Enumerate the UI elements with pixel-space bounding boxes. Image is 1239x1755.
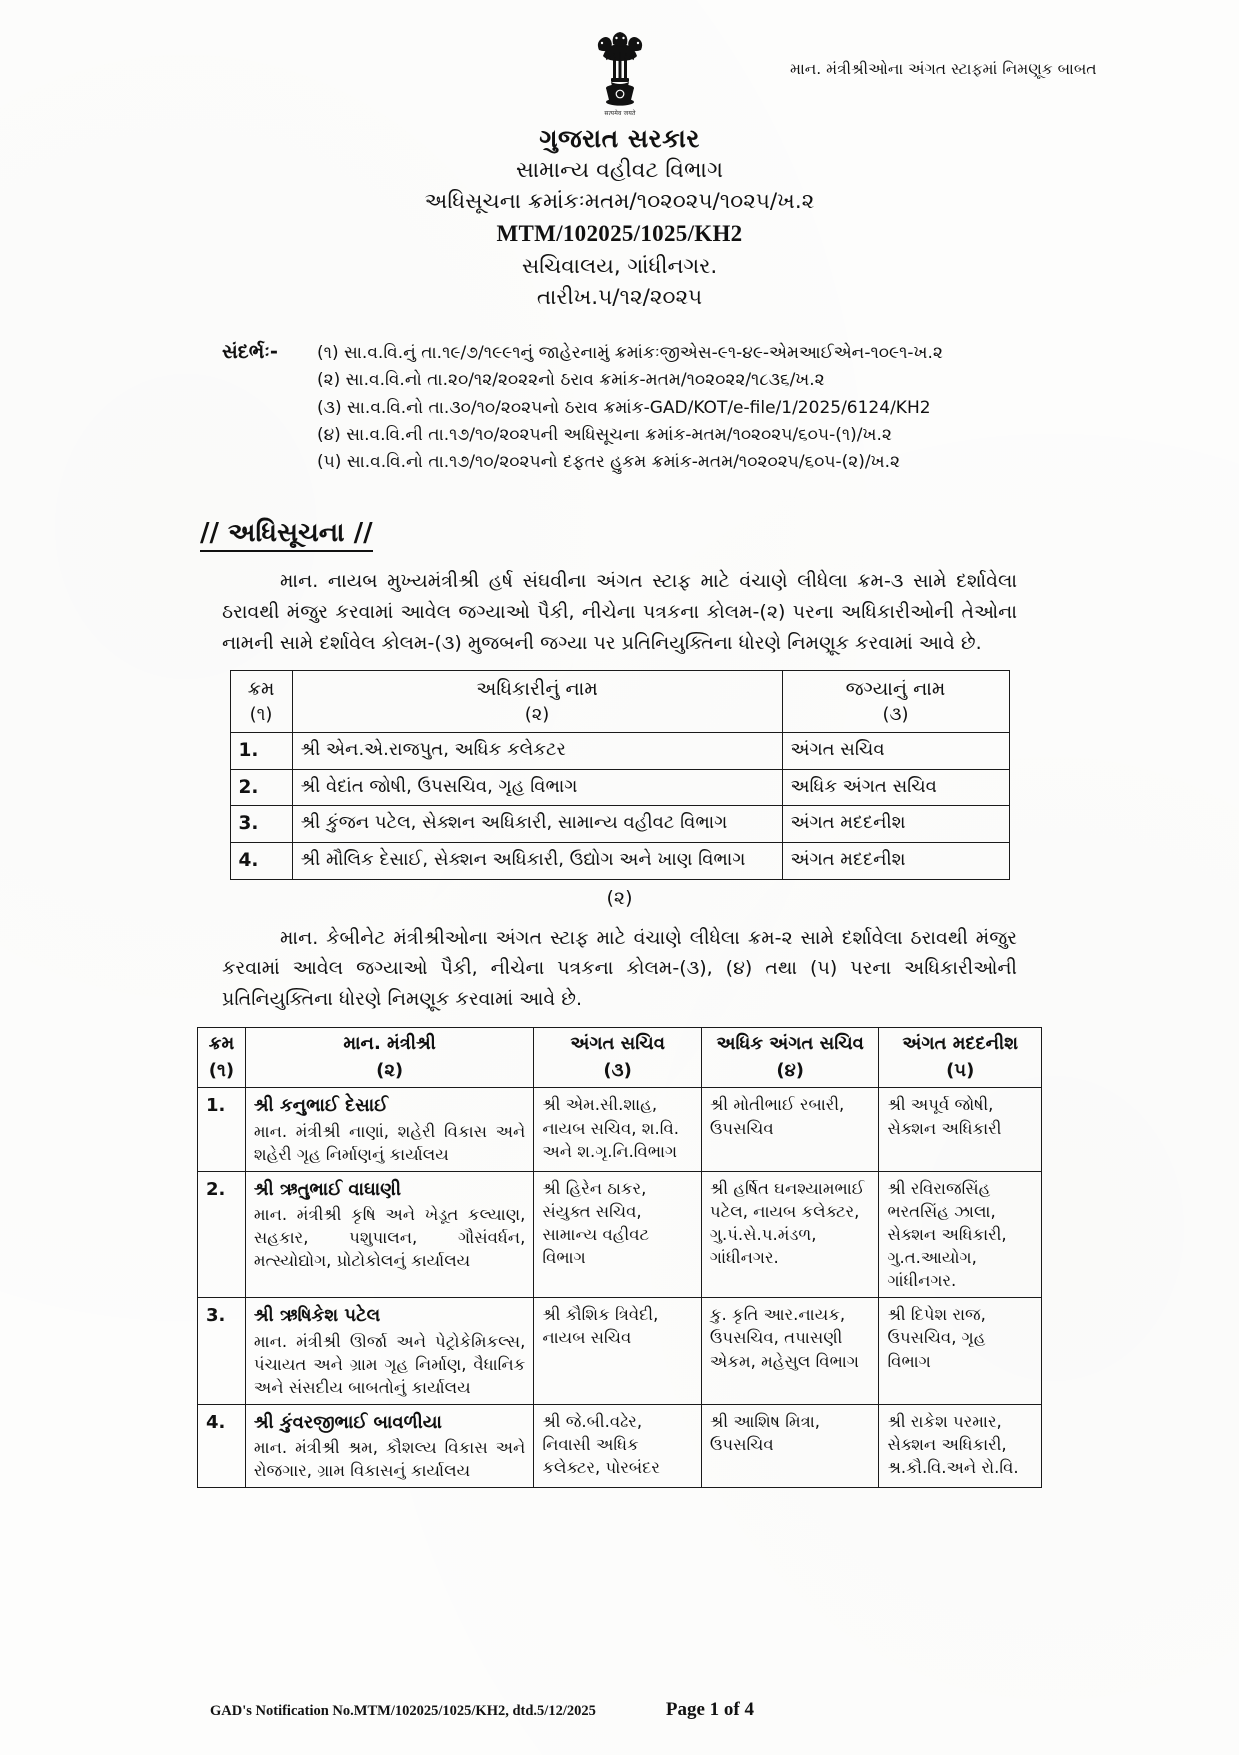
row-officer: શ્રી કુંજન પટેલ, સેક્શન અધિકારી, સામાન્ય વહીવટ વિભાગ (292, 806, 782, 843)
row-serial: 3. (230, 806, 292, 843)
row-additional-personal-secretary: કુ. કૃતિ આર.નાયક, ઉપસચિવ, તપાસણી એકમ, મહેસુલ વિભાગ (701, 1298, 879, 1404)
header-minister (245, 1027, 533, 1088)
row-post: અંગત મદદનીશ (782, 843, 1009, 880)
table-row (198, 1404, 1042, 1487)
reference-item: (૫) સા.વ.વિ.નો તા.૧૭/૧૦/૨૦૨૫નો દફતર હુકમ ક્રમાંક-મતમ/૧૦૨૦૨૫/૬૦૫-(૨)/ખ.૨ (317, 451, 900, 472)
minister-office: માન. મંત્રીશ્રી કૃષિ અને ખેડૂત કલ્યાણ, સહકાર, પશુપાલન, ગૌસંવર્ધન, મત્સ્યોદ્યોગ, પ્રોટોકોલનું કાર્યાલય (253, 1205, 526, 1271)
row-personal-secretary: શ્રી જે.બી.વઢેર, નિવાસી અધિક કલેક્ટર, પોરબંદર (534, 1404, 702, 1487)
paragraph-one: માન. નાયબ મુખ્યમંત્રીશ્રી હર્ષ સંઘવીના અંગત સ્ટાફ માટે વંચાણે લીધેલા ક્રમ-૩ સામે દર્શાવેલા ઠરાવથી મંજુર કરવામાં આવેલ જગ્યાઓ પૈકી, નીચેના પત્રકના કોલમ-(૨) પરના અધિકારીઓની તેઓના નામની સામે દર્શાવેલ કોલમ-(૩) મુજબની જગ્યા પર પ્રતિનિયુક્તિના ધોરણે નિમણૂક કરવામાં આવે છે. (222, 570, 1017, 654)
minister-office: માન. મંત્રીશ્રી નાણાં, શહેરી વિકાસ અને શહેરી ગૃહ નિર્માણનું કાર્યાલય (253, 1121, 526, 1164)
row-serial: 4. (198, 1404, 246, 1487)
row-post: અંગત મદદનીશ (782, 806, 1009, 843)
header-subject-note: માન. મંત્રીશ્રીઓના અંગત સ્ટાફમાં નિમણૂક બાબત (790, 60, 1097, 78)
reference-item: (૧) સા.વ.વિ.નું તા.૧૯/૭/૧૯૯૧નું જાહેરનામું ક્રમાંકઃજીએસ-૯૧-૪૯-એમઆઈએન-૧૦૯૧-ખ.૨ (317, 343, 943, 364)
section-two-marker: (૨) (606, 886, 633, 909)
row-officer: શ્રી એન.એ.રાજપુત, અધિક કલેકટર (292, 733, 782, 770)
row-officer: શ્રી વેદાંત જોષી, ઉપસચિવ, ગૃહ વિભાગ (292, 769, 782, 806)
government-name: ગુજરાત સરકાર (539, 124, 700, 153)
row-personal-secretary: શ્રી કૌશિક ત્રિવેદી, નાયબ સચિવ (534, 1298, 702, 1404)
minister-name: શ્રી કનુભાઈ દેસાઈ (253, 1095, 389, 1117)
issue-date: તારીખ.૫/૧૨/૨૦૨૫ (536, 284, 703, 310)
header-serial (198, 1027, 246, 1088)
header-aps-label: અધિક અંગત સચિવ (716, 1032, 864, 1054)
row-personal-assistant: શ્રી દિપેશ રાજ, ઉપસચિવ, ગૃહ વિભાગ (879, 1298, 1042, 1404)
deputy-cm-staff-table (230, 670, 1010, 879)
row-minister (245, 1298, 533, 1404)
cabinet-ministers-staff-table (197, 1027, 1042, 1488)
table-row (230, 733, 1009, 770)
table-row (230, 769, 1009, 806)
title-block (0, 122, 1239, 314)
table-row (230, 806, 1009, 843)
references-list (317, 340, 1239, 476)
header-aps-num: (૪) (776, 1059, 804, 1081)
row-officer: શ્રી મૌલિક દેસાઈ, સેક્શન અધિકારી, ઉદ્યોગ અને ખાણ વિભાગ (292, 843, 782, 880)
page-footer (0, 1699, 1239, 1721)
row-additional-personal-secretary: શ્રી હર્ષિત ઘનશ્યામભાઈ પટેલ, નાયબ કલેક્ટર, ગુ.પં.સે.પ.મંડળ, ગાંધીનગર. (701, 1171, 879, 1297)
page-header (0, 0, 1239, 118)
emblem-motto: सत्यमेव जयते (604, 110, 636, 117)
header-serial-num: (૧) (208, 1059, 235, 1081)
row-post: અધિક અંગત સચિવ (782, 769, 1009, 806)
row-personal-secretary: શ્રી એમ.સી.શાહ, નાયબ સચિવ, શ.વિ. અને શ.ગૃ.નિ.વિભાગ (534, 1088, 702, 1171)
header-officer-label: અધિકારીનું નામ (476, 678, 598, 701)
row-personal-assistant: શ્રી અપૂર્વ જોષી, સેક્શન અધિકારી (879, 1088, 1042, 1171)
header-additional-personal-secretary (701, 1027, 879, 1088)
notification-number-gujarati: અધિસૂચના ક્રમાંકઃમતમ/૧૦૨૦૨૫/૧૦૨૫/ખ.૨ (424, 189, 815, 215)
table-row (198, 1088, 1042, 1171)
table-header-row (198, 1027, 1042, 1088)
header-officer-name (292, 671, 782, 733)
header-minister-label: માન. મંત્રીશ્રી (343, 1032, 436, 1054)
header-post-label: જગ્યાનું નામ (845, 678, 946, 701)
section-heading-notification: // અધિસૂચના // (200, 518, 373, 552)
row-personal-assistant: શ્રી રવિરાજસિંહ ભરતસિંહ ઝાલા, સેક્શન અધિકારી, ગુ.ત.આયોગ, ગાંધીનગર. (879, 1171, 1042, 1297)
paragraph-two: માન. કેબીનેટ મંત્રીશ્રીઓના અંગત સ્ટાફ માટે વંચાણે લીધેલા ક્રમ-૨ સામે દર્શાવેલા ઠરાવથી મંજુર કરવામાં આવેલ જગ્યાઓ પૈકી, નીચેના પત્રકના કોલમ-(૩), (૪) તથા (૫) પરના અધિકારીઓની પ્રતિનિયુક્તિના ધોરણે નિમણૂક કરવામાં આવે છે. (222, 926, 1017, 1011)
references-label: સંદર્ભઃ- (222, 340, 278, 364)
minister-office: માન. મંત્રીશ્રી ઊર્જા અને પેટ્રોકેમિકલ્સ, પંચાયત અને ગ્રામ ગૃહ નિર્માણ, વૈધાનિક અને સંસદીય બાબતોનું કાર્યાલય (253, 1331, 526, 1397)
row-serial: 3. (198, 1298, 246, 1404)
minister-office: માન. મંત્રીશ્રી શ્રમ, કૌશલ્ય વિકાસ અને રોજગાર, ગ્રામ વિકાસનું કાર્યાલય (253, 1437, 526, 1481)
issuing-place: સચિવાલય, ગાંધીનગર. (521, 253, 718, 279)
minister-name: શ્રી કુંવરજીભાઈ બાવળીયા (253, 1411, 442, 1433)
india-state-emblem-icon (584, 26, 656, 117)
row-personal-secretary: શ્રી હિરેન ઠાકર, સંયુક્ત સચિવ, સામાન્ય વહીવટ વિભાગ (534, 1171, 702, 1297)
reference-item: (૪) સા.વ.વિ.ની તા.૧૭/૧૦/૨૦૨૫ની અધિસૂચના ક્રમાંક-મતમ/૧૦૨૦૨૫/૬૦૫-(૧)/ખ.૨ (317, 424, 892, 445)
references-section (0, 340, 1239, 476)
header-post-num: (૩) (882, 703, 909, 725)
table-row (198, 1171, 1042, 1297)
minister-name: શ્રી ઋતુભાઈ વાઘાણી (253, 1178, 401, 1200)
row-minister (245, 1088, 533, 1171)
header-serial-label: ક્રમ (208, 1032, 235, 1054)
header-serial-label: ક્રમ (247, 678, 275, 701)
header-officer-num: (૨) (524, 703, 550, 725)
header-serial-num: (૧) (249, 703, 273, 725)
row-serial: 1. (230, 733, 292, 770)
table-row (198, 1298, 1042, 1404)
table-header-row (230, 671, 1009, 733)
row-serial: 2. (198, 1171, 246, 1297)
row-post: અંગત સચિવ (782, 733, 1009, 770)
notification-number-english: MTM/102025/1025/KH2 (496, 221, 743, 247)
row-serial: 1. (198, 1088, 246, 1171)
minister-name: શ્રી ઋષિકેશ પટેલ (253, 1305, 381, 1327)
header-ps-label: અંગત સચિવ (570, 1032, 665, 1054)
header-post-name (782, 671, 1009, 733)
header-pa-num: (૫) (946, 1059, 975, 1081)
reference-item: (૩) સા.વ.વિ.નો તા.૩૦/૧૦/૨૦૨૫નો ઠરાવ ક્રમાંક-GAD/KOT/e-file/1/2025/6124/KH2 (317, 397, 931, 418)
table-row (230, 843, 1009, 880)
footer-notification-ref: GAD's Notification No.MTM/102025/1025/KH2, dtd.5/12/2025 (210, 1703, 596, 1719)
footer-page-number: Page 1 of 4 (665, 1699, 754, 1720)
header-minister-num: (૨) (376, 1059, 404, 1081)
header-serial (230, 671, 292, 733)
header-personal-secretary (534, 1027, 702, 1088)
header-personal-assistant (879, 1027, 1042, 1088)
row-additional-personal-secretary: શ્રી આશિષ મિત્રા, ઉપસચિવ (701, 1404, 879, 1487)
row-serial: 4. (230, 843, 292, 880)
row-additional-personal-secretary: શ્રી મોતીભાઈ રબારી, ઉપસચિવ (701, 1088, 879, 1171)
reference-item: (૨) સા.વ.વિ.નો તા.૨૦/૧૨/૨૦૨૨નો ઠરાવ ક્રમાંક-મતમ/૧૦૨૦૨૨/૧૮૩૬/ખ.૨ (317, 370, 825, 391)
department-name: સામાન્ય વહીવટ વિભાગ (515, 158, 724, 183)
row-serial: 2. (230, 769, 292, 806)
header-pa-label: અંગત મદદનીશ (902, 1032, 1019, 1054)
header-ps-num: (૩) (603, 1059, 632, 1081)
row-personal-assistant: શ્રી રાકેશ પરમાર, સેક્શન અધિકારી, શ્ર.કૌ.વિ.અને રો.વિ. (879, 1404, 1042, 1487)
row-minister (245, 1404, 533, 1487)
row-minister (245, 1171, 533, 1297)
